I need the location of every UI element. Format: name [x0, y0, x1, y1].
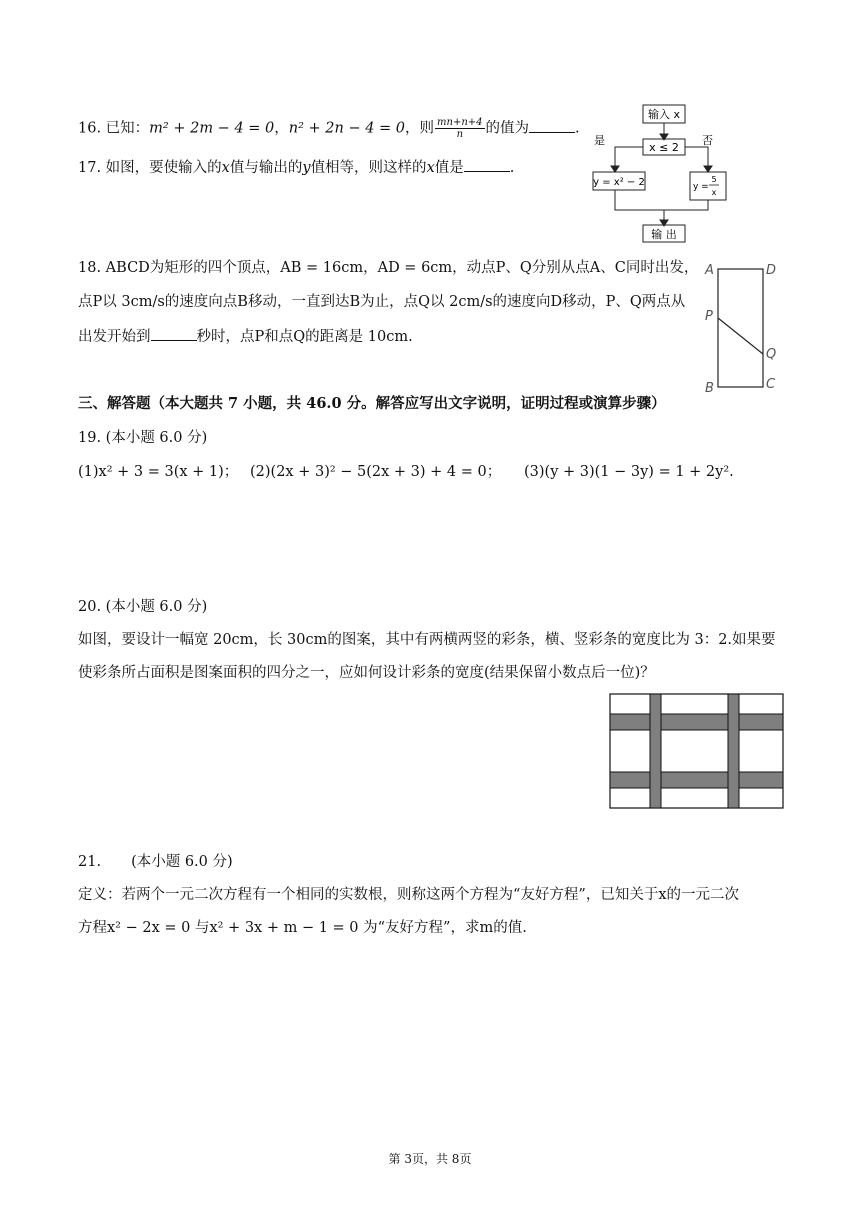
flowchart-input-label: 输入 x [647, 108, 681, 121]
page-footer: 第 3页，共 8页 [388, 1152, 472, 1166]
flowchart-condition-label: x ≤ 2 [649, 141, 679, 154]
flowchart-figure [588, 100, 738, 245]
flowchart-yes-label: 是 [594, 134, 605, 147]
point-p-label: P [705, 309, 713, 324]
question-20-line-2: 使彩条所占面积是图案面积的四分之一，应如何设计彩条的宽度(结果保留小数点后一位)？ [78, 665, 655, 681]
question-19-header: 19. (本小题 6.0 分) [78, 430, 208, 446]
question-19-part-3: (3)(y + 3)(1 − 3y) = 1 + 2y². [524, 464, 734, 480]
question-21-header: 21. (本小题 6.0 分) [78, 854, 233, 870]
question-16: 16. 已知：m² + 2m − 4 = 0，n² + 2n − 4 = 0，则 $\frac{mn+n+4}{n}$ 的值为 . [78, 117, 580, 140]
question-17: 17. 如图，要使输入的x值与输出的y值相等，则这样的x值是 . [78, 157, 514, 178]
question-21-line-1: 定义：若两个一元二次方程有一个相同的实数根，则称这两个方程为“友好方程”，已知关于x的一元二次 [78, 887, 739, 903]
point-b-label: B [705, 381, 714, 396]
flowchart-right-formula: y = [693, 182, 709, 192]
question-19-part-1: (1)x² + 3 = 3(x + 1)； [78, 464, 239, 480]
flowchart-frac-den: x [711, 188, 717, 197]
question-19-part-2: (2)(2x + 3)² − 5(2x + 3) + 4 = 0； [250, 464, 502, 480]
point-d-label: D [766, 263, 777, 278]
answer-blank [529, 118, 575, 133]
question-21-line-2: 方程x² − 2x = 0 与x² + 3x + m − 1 = 0 为“友好方程”，求m的值. [78, 920, 527, 936]
stripe-pattern-figure [608, 692, 786, 810]
point-c-label: C [766, 377, 776, 392]
rectangle-figure [700, 258, 790, 398]
question-18-line-1: 18. ABCD为矩形的四个顶点，AB = 16cm，AD = 6cm，动点P、Q分别从点A、C同时出发， [78, 260, 699, 276]
section-3-heading: 三、解答题（本大题共 7 小题，共 46.0 分。解答应写出文字说明，证明过程或演算步骤） [78, 395, 666, 412]
question-18-line-2: 点P以 3cm/s的速度向点B移动，一直到达B为止，点Q以 2cm/s的速度向D移动，P、Q两点从 [78, 294, 686, 310]
fraction: $\frac{mn+n+4}{n}$ [437, 117, 483, 140]
question-18-line-3: 出发开始到 秒时，点P和点Q的距离是 10cm. [78, 326, 413, 347]
answer-blank [151, 326, 197, 341]
question-20-header: 20. (本小题 6.0 分) [78, 599, 208, 615]
flowchart-frac-num: 5 [711, 175, 717, 184]
point-q-label: Q [766, 347, 777, 362]
answer-blank [464, 157, 510, 172]
flowchart-left-formula: y = x² − 2 [593, 177, 645, 188]
flowchart-output-label: 输 出 [651, 228, 677, 241]
flowchart-no-label: 否 [702, 134, 713, 147]
point-a-label: A [705, 263, 714, 278]
question-20-line-1: 如图，要设计一幅宽 20cm，长 30cm的图案，其中有两横两竖的彩条，横、竖彩条的宽度比为 3：2.如果要 [78, 632, 776, 648]
